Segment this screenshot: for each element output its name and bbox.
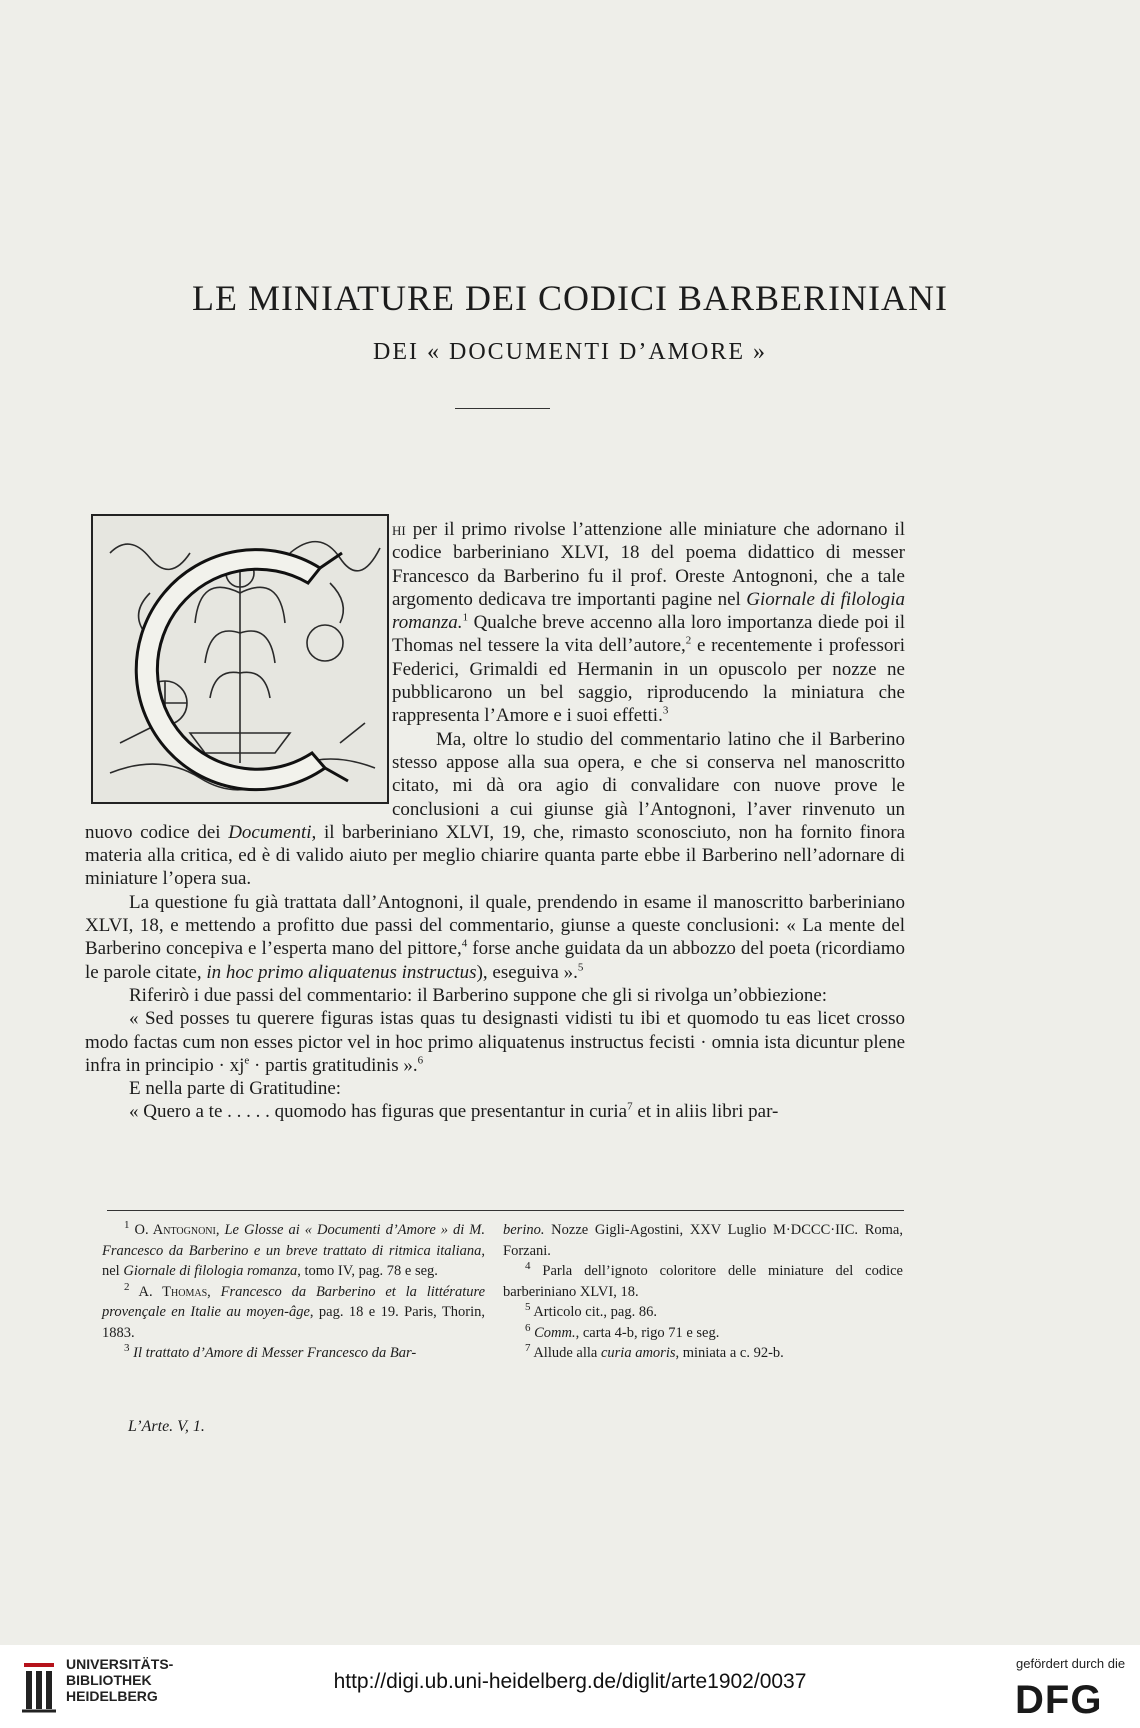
text-run: , carta 4-b, rigo 71 e seg. <box>575 1324 720 1341</box>
text-run: Documenti, <box>228 821 317 843</box>
text-run: Articolo cit., pag. 86. <box>530 1304 657 1320</box>
text-run: A. Thomas <box>129 1283 208 1300</box>
page-signature: L’Arte. V, 1. <box>128 1418 205 1435</box>
text-run: forse anche guidata da un abbozzo del poeta (ricordiamo le parole citate, <box>85 938 905 983</box>
footnote-1 <box>102 1220 485 1282</box>
page-title: LE MINIATURE DEI CODICI BARBERINIANI <box>192 278 948 318</box>
text-run: « Sed posses tu querere figuras istas quas tu designasti vidisti tu ibi et quomodo tu eas licet crosso modo factas cum non esses pictor vel in hoc primo aliquatenus instructus fecisti · omnia ista dicuntur plene infra in principio · xj <box>85 1008 905 1076</box>
note-ref: 6 <box>417 1054 424 1067</box>
text-run: Qualche breve accenno alla loro importanza diede poi il Thomas nel tessere la vita dell’autore, <box>392 612 905 657</box>
article-body <box>85 518 905 1124</box>
note-ref: 2 <box>124 1280 130 1293</box>
library-line-2: BIBLIOTHEK <box>66 1672 152 1688</box>
text-run: berino. <box>503 1222 545 1238</box>
text-run: Allude alla <box>530 1345 601 1361</box>
note-ref: 4 <box>525 1260 531 1273</box>
text-run: E nella parte di Gratitudine: <box>129 1078 342 1100</box>
text-run: , <box>207 1283 221 1300</box>
note-ref: e <box>244 1054 250 1067</box>
text-run: Ma, oltre lo studio del commentario latino che il Barberino stesso appose alla sua opera, e che si conserva nel manoscritto citato, mi dà ora agio di convalidare con nuove prove le conclusioni a cui giunse già l’Antognoni, l’aver rinvenuto un nuovo codice dei <box>85 728 905 843</box>
text-run: , nel <box>102 1242 485 1279</box>
text-run: , pag. 18 e 19. Paris, Thorin, 1883. <box>102 1304 485 1341</box>
note-ref: 5 <box>577 961 584 974</box>
note-ref: 1 <box>124 1219 130 1232</box>
text-run: e recentemente i professori Federici, Grimaldi ed Hermanin in un opuscolo per nozze ne pubblicarono un bel saggio, riproducendo la miniatura che rappresenta l’Amore e i suoi effetti. <box>392 635 905 727</box>
text-run: Riferirò i due passi del commentario: il Barberino suppone che gli si rivolga un’obbiezione: <box>129 984 828 1006</box>
library-line-1: UNIVERSITÄTS- <box>66 1656 174 1672</box>
text-run: ), eseguiva ». <box>476 961 578 983</box>
note-ref: 1 <box>462 611 469 624</box>
text-run: il barberiniano XLVI, 19, che, rimasto sconosciuto, non ha fornito finora materia alla critica, ed è di valido aiuto per meglio chiarire quanta parte ebbe il Barberino nell’adornare di miniature l’opera sua. <box>85 821 906 890</box>
text-run: curia amoris <box>600 1345 676 1361</box>
text-run: · partis gratitudinis ». <box>249 1054 418 1076</box>
footnote-divider <box>107 1210 904 1211</box>
footnote-2 <box>102 1282 485 1344</box>
page-subtitle: DEI « DOCUMENTI D’AMORE » <box>373 339 767 365</box>
dfg-logo: DFG <box>1015 1678 1103 1722</box>
title-divider <box>455 408 550 409</box>
note-ref: 7 <box>627 1101 633 1114</box>
text-run: Il trattato d’Amore di Messer Francesco da Bar- <box>129 1345 417 1361</box>
note-ref: 6 <box>525 1321 531 1334</box>
text-run: O. Antognoni <box>129 1222 216 1238</box>
text-run: Francesco da Barberino et la littérature provençale en Italie au moyen-âge <box>102 1283 486 1320</box>
note-ref: 4 <box>461 938 468 951</box>
paragraph-6 <box>85 1077 905 1100</box>
note-ref: 3 <box>662 705 669 718</box>
note-ref: 7 <box>525 1342 531 1355</box>
footnotes-left-column <box>102 1220 485 1364</box>
note-ref: 5 <box>525 1301 531 1314</box>
footnote-4 <box>503 1261 903 1302</box>
library-line-3: HEIDELBERG <box>66 1688 158 1704</box>
footnotes-right-column <box>503 1220 903 1364</box>
footnote-3 <box>102 1343 485 1364</box>
footnote-3-continued <box>503 1220 903 1261</box>
footnote-5 <box>503 1302 903 1323</box>
text-run: Nozze Gigli-Agostini, XXV Luglio M·DCCC·IIC. Roma, Forzani. <box>503 1222 903 1259</box>
paragraph-4 <box>85 984 905 1007</box>
paragraph-7 <box>85 1100 905 1123</box>
source-url-link[interactable]: http://digi.ub.uni-heidelberg.de/diglit/arte1902/0037 <box>333 1670 807 1693</box>
funded-by-label: gefördert durch die <box>1016 1656 1126 1671</box>
footnote-6 <box>503 1323 903 1344</box>
text-run: La questione fu già trattata dall’Antognoni, il quale, prendendo in esame il manoscritto barberiniano XLVI, 18, e mettendo a profitto due passi del commentario, giunse a queste conclusioni: « La mente del Barberino concepiva e l’esperta mano del pittore, <box>85 891 905 960</box>
paragraph-5 <box>85 1007 905 1077</box>
footnote-7 <box>503 1343 903 1364</box>
text-run: Parla dell’ignoto coloritore delle miniature del codice barberiniano XLVI, 18. <box>503 1263 903 1300</box>
text-run: Giornale di filologia romanza. <box>392 588 905 634</box>
text-run: , tomo IV, pag. 78 e seg. <box>297 1263 438 1279</box>
note-ref: 3 <box>124 1342 130 1355</box>
note-ref: 2 <box>685 635 692 648</box>
text-run: per il primo rivolse l’attenzione alle miniature che adornano il codice barberiniano XLVI, 18 del poema didattico di messer Francesco da Barberino fu il prof. Oreste Antognoni, che a tale argomento dedicava tre importanti pagine nel <box>392 519 905 610</box>
initial-spacer <box>85 518 392 810</box>
text-run: Giornale di filologia romanza <box>123 1263 298 1279</box>
text-run: Le Glosse ai « Documenti d’Amore » di M. Francesco da Barberino e un breve trattato di ritmica italiana <box>102 1222 486 1259</box>
paragraph-3 <box>85 891 905 984</box>
text-run: « Quero a te . . . . . quomodo has figuras que presentantur in curia <box>129 1101 628 1123</box>
text-run: in hoc primo aliquatenus instructus <box>206 961 477 983</box>
text-run: , miniata a c. 92-b. <box>675 1345 784 1361</box>
text-run: Comm. <box>530 1324 576 1341</box>
text-run: , <box>215 1222 225 1238</box>
text-run: hi <box>392 519 406 540</box>
text-run: et in aliis libri par- <box>632 1101 779 1123</box>
